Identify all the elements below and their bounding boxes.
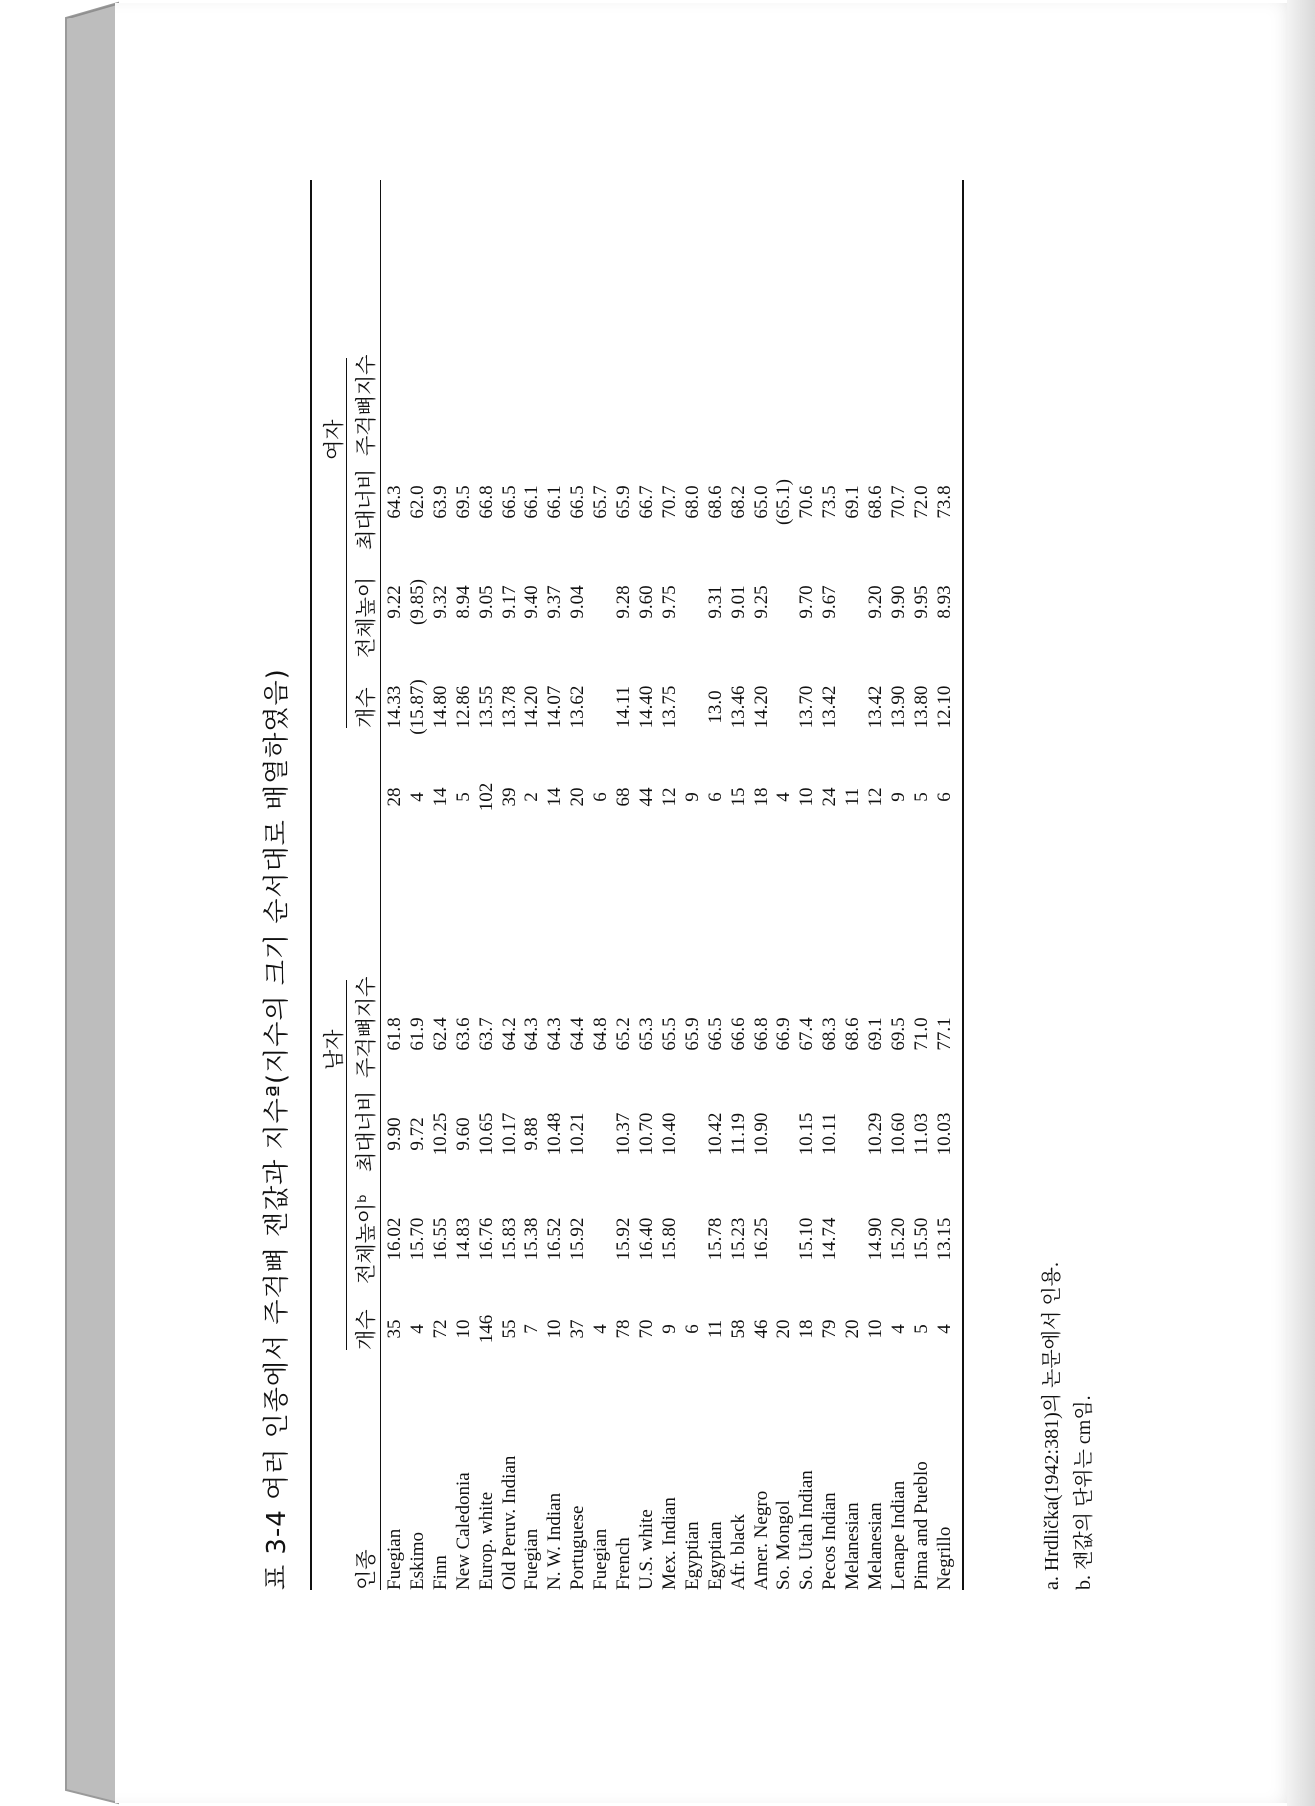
cell-f-b: 9.40 <box>521 585 543 619</box>
cell-m-i: 65.9 <box>681 1017 703 1051</box>
cell-m-n: 146 <box>475 1314 497 1344</box>
cell-f-h: 13.90 <box>887 685 909 729</box>
cell-race: Old Peruv. Indian <box>498 1455 520 1590</box>
cell-m-i: 64.3 <box>544 1017 566 1051</box>
cell-f-b: (9.85) <box>406 579 428 625</box>
cell-m-i: 77.1 <box>933 1017 955 1051</box>
column-gap <box>590 832 613 984</box>
cell-f-n: 4 <box>773 792 795 802</box>
cell-m-n: 4 <box>933 1324 955 1334</box>
table-row <box>842 452 865 1590</box>
cell-m-n: 10 <box>865 1319 887 1339</box>
cell-f-i: 68.2 <box>727 485 749 519</box>
cell-race: Mex. Indian <box>658 1497 680 1590</box>
cell-m-n: 10 <box>452 1319 474 1339</box>
table-row <box>865 452 888 1590</box>
column-gap <box>613 832 636 984</box>
cell-m-h: 15.70 <box>406 1217 428 1261</box>
cell-m-h <box>842 1184 865 1294</box>
cell-m-h: 15.10 <box>796 1217 818 1261</box>
cell-f-i: 65.0 <box>750 485 772 519</box>
cell-race: Lenape Indian <box>887 1480 909 1590</box>
cell-f-n: 5 <box>452 792 474 802</box>
cell-f-h: 13.46 <box>727 685 749 729</box>
cell-m-i: 67.4 <box>796 1017 818 1051</box>
cell-f-i: 63.9 <box>429 485 451 519</box>
cell-m-h <box>682 1184 705 1294</box>
cell-m-n: 6 <box>681 1324 703 1334</box>
cell-m-b <box>773 1084 796 1184</box>
cell-m-h: 15.92 <box>613 1217 635 1261</box>
footnote-b: b. 잰값의 단위는 cm임. <box>1073 1395 1095 1590</box>
cell-m-n: 35 <box>384 1319 405 1339</box>
cell-f-i: (65.1) <box>773 479 795 525</box>
cell-m-i: 69.5 <box>887 1017 909 1051</box>
cell-f-b <box>590 552 613 652</box>
cell-f-i: 68.6 <box>704 485 726 519</box>
cell-m-n: 5 <box>910 1324 932 1334</box>
header-female-height: 전체높이 <box>354 576 378 658</box>
female-group-rule <box>346 358 347 728</box>
cell-m-n: 20 <box>842 1319 864 1339</box>
cell-m-n: 4 <box>590 1324 612 1334</box>
cell-m-i: 66.5 <box>704 1017 726 1051</box>
cell-f-b <box>773 552 796 652</box>
header-race: 인종 <box>354 1549 378 1590</box>
cell-f-h: 13.70 <box>796 685 818 729</box>
cell-f-i: 68.6 <box>865 485 887 519</box>
cell-f-h: 13.62 <box>567 685 589 729</box>
cell-m-b: 10.70 <box>635 1112 657 1156</box>
cell-m-b: 10.29 <box>865 1112 887 1156</box>
column-gap <box>865 832 888 984</box>
cell-m-h: 15.83 <box>498 1217 520 1261</box>
data-table <box>384 452 957 1590</box>
cell-race: Amer. Negro <box>750 1490 772 1590</box>
cell-m-h: 14.90 <box>865 1217 887 1261</box>
page-right-shade <box>1287 0 1315 1806</box>
table-row <box>796 452 819 1590</box>
cell-f-n: 102 <box>475 782 497 812</box>
cell-f-b: 9.05 <box>475 585 497 619</box>
cell-m-b: 10.25 <box>429 1112 451 1156</box>
table-row <box>453 452 476 1590</box>
column-gap <box>934 832 957 984</box>
cell-f-i: 65.7 <box>590 485 612 519</box>
cell-f-n: 18 <box>750 787 772 807</box>
table-row <box>567 452 590 1590</box>
cell-f-h: 14.07 <box>544 685 566 729</box>
cell-m-h: 15.23 <box>727 1217 749 1261</box>
cell-m-b: 11.03 <box>910 1112 932 1156</box>
cell-f-b: 9.04 <box>567 585 589 619</box>
cell-f-n: 10 <box>796 787 818 807</box>
cell-f-b: 9.60 <box>635 585 657 619</box>
rotated-table-block <box>246 180 1106 1590</box>
cell-m-b <box>842 1084 865 1184</box>
cell-m-h: 16.40 <box>635 1217 657 1261</box>
cell-m-h: 15.20 <box>887 1217 909 1261</box>
cell-f-n: 2 <box>521 792 543 802</box>
cell-f-b: 9.90 <box>887 585 909 619</box>
cell-f-n: 28 <box>384 787 405 807</box>
table-row <box>521 452 544 1590</box>
table-row <box>934 452 957 1590</box>
cell-f-i: 70.7 <box>658 485 680 519</box>
header-male-height: 전체높이ᵇ <box>354 1193 378 1284</box>
cell-m-h: 14.83 <box>452 1217 474 1261</box>
table-body <box>384 452 957 1590</box>
footnotes <box>1036 1262 1100 1590</box>
cell-f-b: 9.25 <box>750 585 772 619</box>
cell-m-i: 62.4 <box>429 1017 451 1051</box>
column-gap <box>819 832 842 984</box>
cell-race: Melanesian <box>865 1502 887 1590</box>
cell-m-h: 16.55 <box>429 1217 451 1261</box>
column-gap <box>911 832 934 984</box>
cell-race: Negrillo <box>933 1526 955 1590</box>
cell-f-i: 66.7 <box>635 485 657 519</box>
cell-f-n: 14 <box>544 787 566 807</box>
cell-m-i: 64.4 <box>567 1017 589 1051</box>
cell-f-h: 13.42 <box>865 685 887 729</box>
cell-f-b: 9.31 <box>704 585 726 619</box>
column-gap <box>705 832 728 984</box>
column-gap <box>751 832 774 984</box>
cell-m-i: 68.3 <box>819 1017 841 1051</box>
column-gap <box>842 832 865 984</box>
cell-f-n: 14 <box>429 787 451 807</box>
cell-f-n: 5 <box>910 792 932 802</box>
cell-m-b: 10.90 <box>750 1112 772 1156</box>
cell-f-i: 66.5 <box>567 485 589 519</box>
cell-f-h: 13.75 <box>658 685 680 729</box>
cell-m-h: 13.15 <box>933 1217 955 1261</box>
male-group-header: 남자 <box>322 1029 346 1070</box>
cell-f-b: 9.20 <box>865 585 887 619</box>
column-gap <box>407 832 430 984</box>
table-row <box>636 452 659 1590</box>
cell-f-b <box>682 552 705 652</box>
cell-f-n: 24 <box>819 787 841 807</box>
cell-f-b: 8.94 <box>452 585 474 619</box>
column-gap <box>796 832 819 984</box>
cell-f-i: 73.5 <box>819 485 841 519</box>
cell-m-i: 65.2 <box>613 1017 635 1051</box>
cell-m-b: 10.60 <box>887 1112 909 1156</box>
table-row <box>659 452 682 1590</box>
cell-m-i: 65.3 <box>635 1017 657 1051</box>
cell-f-h: 13.80 <box>910 685 932 729</box>
cell-race: N. W. Indian <box>544 1492 566 1590</box>
column-gap <box>682 832 705 984</box>
cell-m-n: 10 <box>544 1319 566 1339</box>
cell-m-b <box>682 1084 705 1184</box>
table-row <box>499 452 522 1590</box>
cell-m-n: 4 <box>887 1324 909 1334</box>
cell-race: Eskimo <box>406 1531 428 1590</box>
table-row <box>407 452 430 1590</box>
cell-f-h: 14.80 <box>429 685 451 729</box>
cell-race: Egyptian <box>704 1521 726 1590</box>
header-male-count: 개수 <box>354 1309 378 1350</box>
column-gap <box>567 832 590 984</box>
column-gap <box>521 832 544 984</box>
cell-f-n: 12 <box>865 787 887 807</box>
cell-m-b: 10.42 <box>704 1112 726 1156</box>
table-row <box>430 452 453 1590</box>
cell-m-h <box>773 1184 796 1294</box>
table-title: 표 3-4 여러 인종에서 주걱뼈 잰값과 지수ª(지수의 크기 순서대로 배열하였음) <box>262 668 292 1590</box>
cell-f-n: 9 <box>887 792 909 802</box>
cell-m-n: 55 <box>498 1319 520 1339</box>
cell-m-i: 63.6 <box>452 1017 474 1051</box>
cell-f-i: 64.3 <box>384 485 405 519</box>
cell-f-i: 66.1 <box>521 485 543 519</box>
cell-m-n: 37 <box>567 1319 589 1339</box>
cell-race: French <box>613 1537 635 1590</box>
cell-f-h: 13.55 <box>475 685 497 729</box>
cell-m-h: 15.80 <box>658 1217 680 1261</box>
cell-f-n: 6 <box>933 792 955 802</box>
cell-f-i: 66.1 <box>544 485 566 519</box>
cell-race: Fuegian <box>384 1528 405 1590</box>
table-row <box>544 452 567 1590</box>
male-group-rule <box>346 980 347 1350</box>
cell-f-h: 14.40 <box>635 685 657 729</box>
column-gap <box>476 832 499 984</box>
cell-f-n: 68 <box>613 787 635 807</box>
table-row <box>384 452 407 1590</box>
cell-f-b: 9.17 <box>498 585 520 619</box>
cell-f-i: 70.6 <box>796 485 818 519</box>
cell-race: Pecos Indian <box>819 1492 841 1590</box>
cell-f-b: 9.22 <box>384 585 405 619</box>
cell-f-h <box>682 652 705 762</box>
female-group-header: 여자 <box>322 419 346 460</box>
cell-m-h: 14.74 <box>819 1217 841 1261</box>
header-male-breadth: 최대너비 <box>354 1090 378 1172</box>
cell-f-n: 11 <box>842 787 864 807</box>
cell-race: Fuegian <box>590 1528 612 1590</box>
cell-m-b: 10.17 <box>498 1112 520 1156</box>
cell-race: Melanesian <box>842 1502 864 1590</box>
cell-f-h: 14.20 <box>521 685 543 729</box>
column-gap <box>430 832 453 984</box>
cell-m-b: 10.03 <box>933 1112 955 1156</box>
cell-m-b: 10.21 <box>567 1112 589 1156</box>
cell-m-i: 64.3 <box>521 1017 543 1051</box>
table-row <box>819 452 842 1590</box>
cell-f-h <box>773 652 796 762</box>
cell-m-n: 58 <box>727 1319 749 1339</box>
cell-m-b: 10.40 <box>658 1112 680 1156</box>
cell-m-n: 18 <box>796 1319 818 1339</box>
column-gap <box>888 832 911 984</box>
cell-f-n: 39 <box>498 787 520 807</box>
cell-f-h: 14.20 <box>750 685 772 729</box>
cell-m-b: 10.48 <box>544 1112 566 1156</box>
cell-m-n: 7 <box>521 1324 543 1334</box>
cell-f-b: 9.37 <box>544 585 566 619</box>
cell-m-h: 15.78 <box>704 1217 726 1261</box>
cell-m-n: 72 <box>429 1319 451 1339</box>
table-row <box>751 452 774 1590</box>
cell-m-i: 64.2 <box>498 1017 520 1051</box>
cell-race: Europ. white <box>475 1491 497 1590</box>
cell-f-h: 14.11 <box>613 685 635 729</box>
cell-f-b: 9.70 <box>796 585 818 619</box>
cell-m-h: 15.38 <box>521 1217 543 1261</box>
cell-f-n: 44 <box>635 787 657 807</box>
cell-m-i: 61.8 <box>384 1017 405 1051</box>
cell-f-i: 66.8 <box>475 485 497 519</box>
cell-m-i: 69.1 <box>865 1017 887 1051</box>
cell-f-i: 69.5 <box>452 485 474 519</box>
bottom-rule <box>962 180 964 1590</box>
cell-race: So. Utah Indian <box>796 1470 818 1590</box>
column-gap <box>384 832 407 984</box>
cell-m-i: 61.9 <box>406 1017 428 1051</box>
table-row <box>728 452 751 1590</box>
table-row <box>590 452 613 1590</box>
cell-m-i: 63.7 <box>475 1017 497 1051</box>
cell-f-h: 13.78 <box>498 685 520 729</box>
column-gap <box>773 832 796 984</box>
cell-race: Egyptian <box>681 1521 703 1590</box>
cell-race: Pima and Pueblo <box>910 1461 932 1590</box>
cell-f-n: 20 <box>567 787 589 807</box>
cell-f-n: 6 <box>704 792 726 802</box>
cell-f-b: 9.28 <box>613 585 635 619</box>
cell-m-b: 9.72 <box>406 1117 428 1151</box>
footnote-a: a. Hrdlička(1942:381)의 논문에서 인용. <box>1041 1262 1063 1590</box>
cell-f-i: 66.5 <box>498 485 520 519</box>
cell-m-h: 16.52 <box>544 1217 566 1261</box>
cell-f-h: 13.42 <box>819 685 841 729</box>
cell-m-n: 46 <box>750 1319 772 1339</box>
cell-m-i: 66.9 <box>773 1017 795 1051</box>
cell-m-n: 70 <box>635 1319 657 1339</box>
column-gap <box>453 832 476 984</box>
cell-f-h: 14.33 <box>384 685 405 729</box>
cell-f-b: 9.32 <box>429 585 451 619</box>
cell-f-b: 9.67 <box>819 585 841 619</box>
cell-f-i: 65.9 <box>613 485 635 519</box>
cell-m-b: 10.11 <box>819 1112 841 1156</box>
cell-f-n: 6 <box>590 792 612 802</box>
column-gap <box>636 832 659 984</box>
table-row <box>613 452 636 1590</box>
cell-f-i: 72.0 <box>910 485 932 519</box>
cell-m-b: 10.65 <box>475 1112 497 1156</box>
cell-m-n: 20 <box>773 1319 795 1339</box>
cell-f-h: 13.0 <box>704 690 726 724</box>
cell-f-i: 70.7 <box>887 485 909 519</box>
cell-m-b: 9.90 <box>384 1117 405 1151</box>
top-rule <box>310 180 312 1590</box>
cell-m-i: 68.6 <box>842 1017 864 1051</box>
cell-f-b: 9.75 <box>658 585 680 619</box>
cell-m-b: 11.19 <box>727 1112 749 1156</box>
cell-f-n: 15 <box>727 787 749 807</box>
cell-m-i: 64.8 <box>590 1017 612 1051</box>
cell-f-i: 68.0 <box>681 485 703 519</box>
cell-f-i: 62.0 <box>406 485 428 519</box>
header-female-breadth: 최대너비 <box>354 468 378 550</box>
cell-m-h: 15.50 <box>910 1217 932 1261</box>
cell-m-h <box>590 1184 613 1294</box>
table-row <box>773 452 796 1590</box>
cell-m-n: 4 <box>406 1324 428 1334</box>
column-gap <box>499 832 522 984</box>
cell-f-b: 8.93 <box>933 585 955 619</box>
cell-f-h: 12.86 <box>452 685 474 729</box>
table-row <box>705 452 728 1590</box>
cell-race: Afr. black <box>727 1514 749 1590</box>
header-female-count: 개수 <box>354 687 378 728</box>
cell-m-h: 15.92 <box>567 1217 589 1261</box>
cell-race: New Caledonia <box>452 1472 474 1590</box>
cell-m-h: 16.25 <box>750 1217 772 1261</box>
cell-race: U.S. white <box>635 1509 657 1590</box>
cell-f-h <box>590 652 613 762</box>
cell-m-i: 66.8 <box>750 1017 772 1051</box>
cell-m-h: 16.76 <box>475 1217 497 1261</box>
cell-race: So. Mongol <box>773 1500 795 1590</box>
cell-f-b: 9.01 <box>727 585 749 619</box>
cell-m-i: 71.0 <box>910 1017 932 1051</box>
column-gap <box>544 832 567 984</box>
cell-f-n: 4 <box>406 792 428 802</box>
cell-f-b <box>842 552 865 652</box>
cell-f-h: 12.10 <box>933 685 955 729</box>
cell-race: Fuegian <box>521 1528 543 1590</box>
header-rule <box>380 180 381 1590</box>
header-female-index: 주걱뼈지수 <box>354 354 378 456</box>
cell-f-i: 69.1 <box>842 485 864 519</box>
cell-m-b: 10.37 <box>613 1112 635 1156</box>
cell-f-h: (15.87) <box>406 679 428 735</box>
cell-m-i: 65.5 <box>658 1017 680 1051</box>
cell-m-b: 9.60 <box>452 1117 474 1151</box>
table-row <box>682 452 705 1590</box>
cell-f-i: 73.8 <box>933 485 955 519</box>
cell-f-h <box>842 652 865 762</box>
cell-m-n: 11 <box>704 1319 726 1339</box>
table-row <box>911 452 934 1590</box>
cell-f-n: 12 <box>658 787 680 807</box>
cell-m-b: 10.15 <box>796 1112 818 1156</box>
table-row <box>476 452 499 1590</box>
cell-race: Finn <box>429 1555 451 1590</box>
cell-m-b <box>590 1084 613 1184</box>
cell-m-b: 9.88 <box>521 1117 543 1151</box>
header-male-index: 주걱뼈지수 <box>354 976 378 1078</box>
cell-f-b: 9.95 <box>910 585 932 619</box>
cell-m-n: 78 <box>613 1319 635 1339</box>
cell-m-h: 16.02 <box>384 1217 405 1261</box>
table-row <box>888 452 911 1590</box>
cell-race: Portuguese <box>567 1505 589 1590</box>
cell-m-n: 79 <box>819 1319 841 1339</box>
cell-m-n: 9 <box>658 1324 680 1334</box>
cell-f-n: 9 <box>681 792 703 802</box>
column-gap <box>659 832 682 984</box>
cell-m-i: 66.6 <box>727 1017 749 1051</box>
column-gap <box>728 832 751 984</box>
